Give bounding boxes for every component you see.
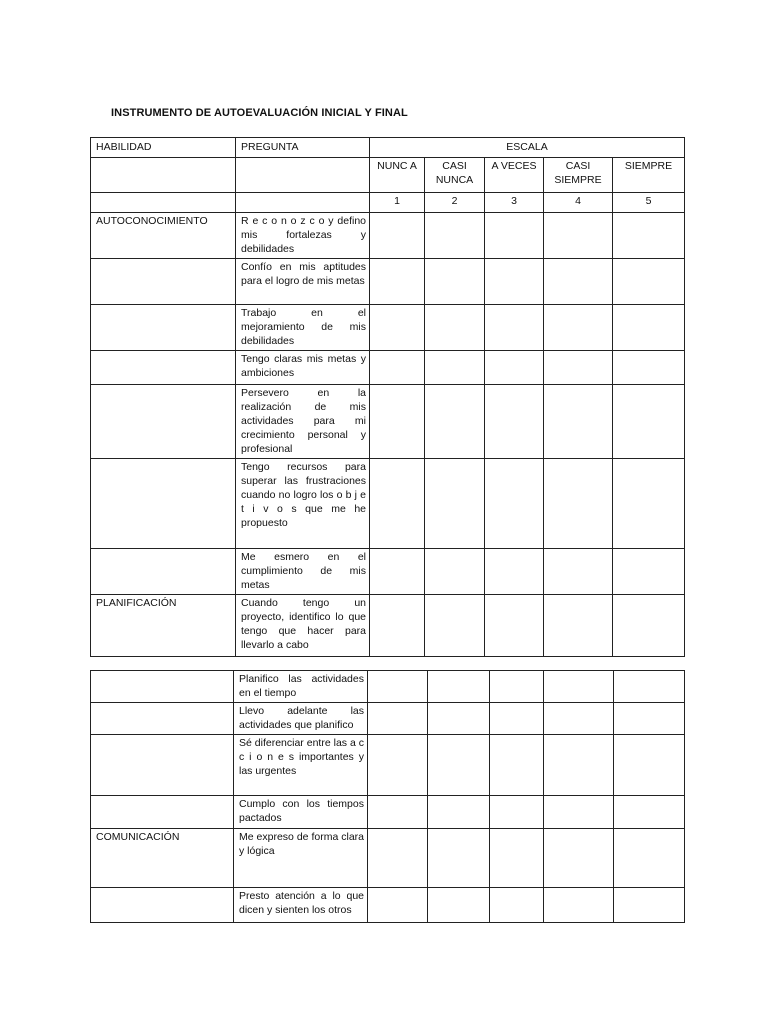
- rating-cell-3[interactable]: [485, 459, 544, 549]
- rating-cell-3[interactable]: [485, 549, 544, 595]
- rating-cell-4[interactable]: [544, 351, 613, 385]
- scale-value-3: 3: [485, 193, 544, 213]
- rating-cell-2[interactable]: [425, 385, 485, 459]
- rating-cell-5[interactable]: [613, 549, 685, 595]
- rating-cell-5[interactable]: [614, 888, 685, 923]
- habilidad-cell: [91, 735, 234, 796]
- rating-cell-3[interactable]: [490, 735, 544, 796]
- rating-cell-3[interactable]: [485, 213, 544, 259]
- scale-label-5: SIEMPRE: [613, 158, 685, 193]
- header-pregunta: PREGUNTA: [236, 138, 370, 158]
- rating-cell-1[interactable]: [370, 459, 425, 549]
- pregunta-cell: Cumplo con los tiempos pactados: [234, 796, 368, 829]
- rating-cell-2[interactable]: [428, 735, 490, 796]
- pregunta-cell: Llevo adelante las actividades que planifico: [234, 703, 368, 735]
- rating-cell-2[interactable]: [425, 351, 485, 385]
- pregunta-cell: Planifico las actividades en el tiempo: [234, 671, 368, 703]
- scale-label-4: CASI SIEMPRE: [544, 158, 613, 193]
- rating-cell-5[interactable]: [613, 595, 685, 657]
- rating-cell-2[interactable]: [425, 459, 485, 549]
- rating-cell-5[interactable]: [614, 796, 685, 829]
- pregunta-cell: Tengo recursos para superar las frustraciones cuando no logro los o b j e t i v o s que me he propuesto: [236, 459, 370, 549]
- empty-cell: [91, 193, 236, 213]
- rating-cell-4[interactable]: [544, 735, 614, 796]
- rating-cell-4[interactable]: [544, 703, 614, 735]
- empty-cell: [91, 158, 236, 193]
- rating-cell-1[interactable]: [370, 259, 425, 305]
- scale-value-2: 2: [425, 193, 485, 213]
- pregunta-cell: Persevero en la realización de mis actividades para mi crecimiento personal y profesional: [236, 385, 370, 459]
- rating-cell-5[interactable]: [614, 829, 685, 888]
- rating-cell-4[interactable]: [544, 459, 613, 549]
- rating-cell-1[interactable]: [370, 595, 425, 657]
- habilidad-cell: COMUNICACIÓN: [91, 829, 234, 888]
- rating-cell-1[interactable]: [368, 703, 428, 735]
- habilidad-cell: [91, 888, 234, 923]
- rating-cell-3[interactable]: [485, 351, 544, 385]
- rating-cell-5[interactable]: [613, 259, 685, 305]
- rating-cell-2[interactable]: [428, 888, 490, 923]
- pregunta-cell: Presto atención a lo que dicen y sienten los otros: [234, 888, 368, 923]
- rating-cell-1[interactable]: [370, 305, 425, 351]
- rating-cell-4[interactable]: [544, 549, 613, 595]
- rating-cell-1[interactable]: [368, 671, 428, 703]
- pregunta-cell: Cuando tengo un proyecto, identifico lo que tengo que hacer para llevarlo a cabo: [236, 595, 370, 657]
- rating-cell-1[interactable]: [368, 829, 428, 888]
- habilidad-cell: [91, 259, 236, 305]
- rating-cell-1[interactable]: [368, 888, 428, 923]
- rating-cell-4[interactable]: [544, 796, 614, 829]
- rating-cell-5[interactable]: [613, 305, 685, 351]
- rating-cell-4[interactable]: [544, 213, 613, 259]
- rating-cell-1[interactable]: [368, 735, 428, 796]
- rating-cell-3[interactable]: [485, 305, 544, 351]
- habilidad-cell: [91, 385, 236, 459]
- pregunta-cell: Confío en mis aptitudes para el logro de mis metas: [236, 259, 370, 305]
- habilidad-cell: AUTOCONOCIMIENTO: [91, 213, 236, 259]
- rating-cell-3[interactable]: [485, 259, 544, 305]
- pregunta-cell: Sé diferenciar entre las a c c i o n e s importantes y las urgentes: [234, 735, 368, 796]
- rating-cell-3[interactable]: [490, 888, 544, 923]
- rating-cell-5[interactable]: [614, 671, 685, 703]
- habilidad-cell: [91, 305, 236, 351]
- pregunta-cell: R e c o n o z c o y defino mis fortalezas y debilidades: [236, 213, 370, 259]
- rating-cell-5[interactable]: [613, 351, 685, 385]
- rating-cell-5[interactable]: [613, 213, 685, 259]
- document-title: INSTRUMENTO DE AUTOEVALUACIÓN INICIAL Y FINAL: [111, 107, 408, 119]
- rating-cell-4[interactable]: [544, 259, 613, 305]
- rating-cell-1[interactable]: [370, 385, 425, 459]
- rating-cell-2[interactable]: [428, 703, 490, 735]
- rating-cell-5[interactable]: [613, 459, 685, 549]
- scale-label-1: NUNC A: [370, 158, 425, 193]
- pregunta-cell: Me expreso de forma clara y lógica: [234, 829, 368, 888]
- rating-cell-2[interactable]: [428, 671, 490, 703]
- rating-cell-2[interactable]: [425, 259, 485, 305]
- pregunta-cell: Trabajo en el mejoramiento de mis debilidades: [236, 305, 370, 351]
- rating-cell-2[interactable]: [428, 796, 490, 829]
- scale-value-4: 4: [544, 193, 613, 213]
- rating-cell-2[interactable]: [425, 213, 485, 259]
- rating-cell-5[interactable]: [613, 385, 685, 459]
- rating-cell-4[interactable]: [544, 671, 614, 703]
- rating-cell-4[interactable]: [544, 595, 613, 657]
- rating-cell-4[interactable]: [544, 305, 613, 351]
- empty-cell: [236, 193, 370, 213]
- rating-cell-1[interactable]: [368, 796, 428, 829]
- self-evaluation-table-part-2: [90, 670, 685, 923]
- scale-label-3: A VECES: [485, 158, 544, 193]
- scale-value-5: 5: [613, 193, 685, 213]
- rating-cell-5[interactable]: [614, 703, 685, 735]
- rating-cell-5[interactable]: [614, 735, 685, 796]
- rating-cell-3[interactable]: [490, 671, 544, 703]
- pregunta-cell: Me esmero en el cumplimiento de mis metas: [236, 549, 370, 595]
- rating-cell-3[interactable]: [485, 595, 544, 657]
- rating-cell-3[interactable]: [490, 703, 544, 735]
- scale-label-2: CASI NUNCA: [425, 158, 485, 193]
- habilidad-cell: PLANIFICACIÓN: [91, 595, 236, 657]
- self-evaluation-table-part-1: [90, 137, 685, 657]
- habilidad-cell: [91, 549, 236, 595]
- habilidad-cell: [91, 796, 234, 829]
- rating-cell-2[interactable]: [428, 829, 490, 888]
- scale-value-1: 1: [370, 193, 425, 213]
- rating-cell-1[interactable]: [370, 351, 425, 385]
- rating-cell-2[interactable]: [425, 549, 485, 595]
- habilidad-cell: [91, 703, 234, 735]
- header-habilidad: HABILIDAD: [91, 138, 236, 158]
- rating-cell-4[interactable]: [544, 829, 614, 888]
- rating-cell-4[interactable]: [544, 385, 613, 459]
- pregunta-cell: Tengo claras mis metas y ambiciones: [236, 351, 370, 385]
- rating-cell-4[interactable]: [544, 888, 614, 923]
- rating-cell-2[interactable]: [425, 595, 485, 657]
- habilidad-cell: [91, 459, 236, 549]
- rating-cell-2[interactable]: [425, 305, 485, 351]
- rating-cell-3[interactable]: [490, 796, 544, 829]
- empty-cell: [236, 158, 370, 193]
- rating-cell-3[interactable]: [490, 829, 544, 888]
- header-escala: ESCALA: [370, 138, 685, 158]
- rating-cell-1[interactable]: [370, 549, 425, 595]
- rating-cell-1[interactable]: [370, 213, 425, 259]
- habilidad-cell: [91, 671, 234, 703]
- rating-cell-3[interactable]: [485, 385, 544, 459]
- habilidad-cell: [91, 351, 236, 385]
